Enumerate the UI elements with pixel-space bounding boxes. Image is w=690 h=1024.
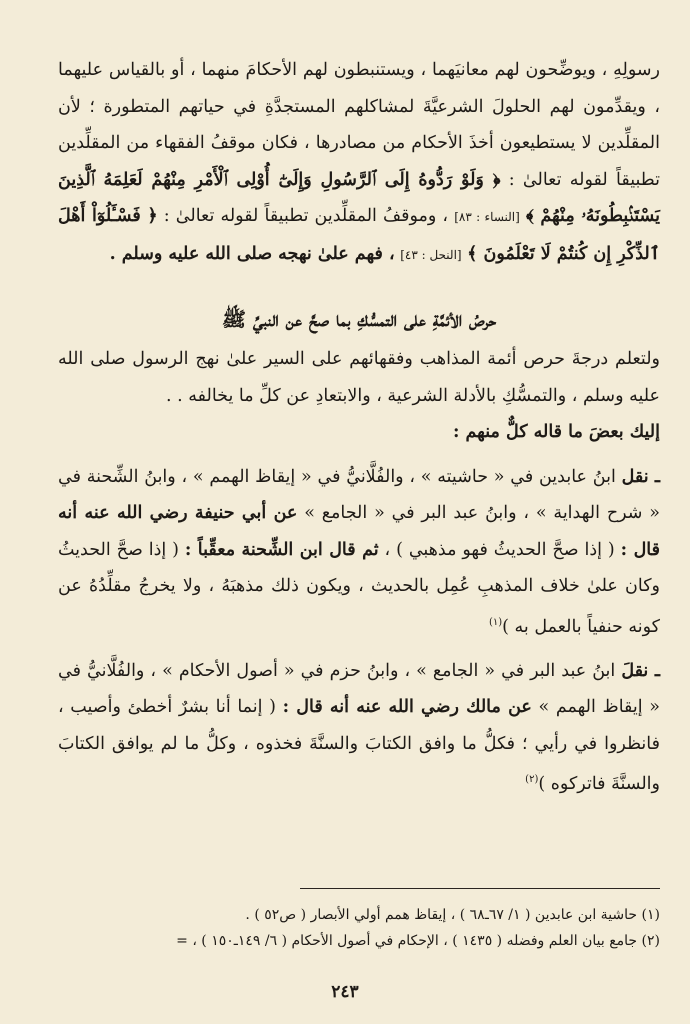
footnotes <box>58 902 660 954</box>
paragraph-imams-zeal: ولتعلم درجةَ حرص أئمة المذاهب وفقهائهم على السير علىٰ نهج الرسول صلى الله عليه وسلم ، والتمسُّكِ بالأدلة الشرعية ، والابتعادِ عن كلِّ ما يخالفه . . <box>58 349 660 406</box>
intro-text: رسولِهِ ، ويوضِّحون لهم معانيَهما ، ويستنبطون لهم الأحكامَ منهما ، أو بالقياس عليهما ، ويقدِّمون لهم الحلولَ الشرعيَّةَ لمشاكلهم المستجدَّةِ في حياتهم المتطورة ؛ لأن المقلِّدين لا يستطيعون أخذَ الأحكام من مصادرها ، فكان موقفُ الفقهاء من المقلِّدين تطبيقاً لقوله تعالىٰ : <box>58 60 660 190</box>
verse-reference-nahl: [النحل : ٤٣] <box>400 247 462 262</box>
intro-conclusion: ، فهم علىٰ نهجه صلى الله عليه وسلم . <box>109 243 395 264</box>
paragraph-malik <box>58 653 660 803</box>
quote-text: ( إذا صحَّ الحديثُ فهو مذهبي ) ، <box>384 539 615 560</box>
quote-text: ( إنما أنا بشرٌ أخطئ وأصيب ، فانظروا في رأيي ؛ فكلُّ ما وافق الكتابَ والسنَّةَ فخذوه ، وكلُّ ما لم يوافق الكتابَ والسنَّةَ فاتركوه ) <box>58 697 660 795</box>
footnote-text: جامع بيان العلم وفضله ( ١٤٣٥ ) ، الإحكام في أصول الأحكام ( ٦/ ١٤٩ـ١٥٠ ) ، = <box>176 933 638 949</box>
footnote-marker-2: (٢) <box>525 774 539 786</box>
quote-sources: ابنُ عابدين في « حاشيته » ، والفُلَّانيُّ في « إيقاظ الهمم » ، وابنُ الشِّحنة في « شرح الهداية » ، وابنُ عبد البر في « الجامع » <box>58 466 660 523</box>
quran-verse-nahl: ﴿ فَسْـَٔلُوٓاْ أَهْلَ ٱلذِّكْرِ إِن كُنتُمْ لَا تَعْلَمُونَ ﴾ <box>58 206 660 264</box>
footnote-number: (٢) <box>641 933 660 949</box>
footnote-divider <box>300 888 660 889</box>
footnote-marker-1: (١) <box>488 616 503 628</box>
intro-text-2: ، وموقفُ المقلِّدين تطبيقاً لقوله تعالىٰ : <box>163 206 449 226</box>
paragraph-list-intro: إليك بعضَ ما قاله كلٌّ منهم : <box>452 422 660 442</box>
quran-verse-nisa: ﴿ وَلَوْ رَدُّوهُ إِلَى ٱلرَّسُولِ وَإِلَىٰٓ أُوْلِى ٱلْأَمْرِ مِنْهُمْ لَعَلِمَهُ ٱلَّذِينَ يَسْتَنۢبِطُونَهُۥ مِنْهُمْ ﴾ <box>58 169 660 226</box>
page-number: ٢٤٣ <box>331 982 359 1002</box>
page-body <box>58 52 660 803</box>
footnote-text: حاشية ابن عابدين ( ١/ ٦٧ـ٦٨ ) ، إيقاظ همم أولي الأبصار ( ص٥٢ ) . <box>245 907 638 923</box>
section-heading: حرصُ الأئمَّةِ على التمسُّكِ بما صحَّ عن النبيِّ ﷺ <box>221 307 497 331</box>
footnote-number: (١) <box>641 907 660 923</box>
footnote-1 <box>58 902 660 928</box>
quote-lead: ـ نقلَ <box>621 660 660 681</box>
paragraph-intro <box>58 52 660 273</box>
quote-commentary: ( إذا صحَّ الحديثُ وكان علىٰ خلاف المذهبِ عُمِل بالحديث ، ويكون ذلك مذهبَهُ ، ولا يخرجُ مقلِّدُهُ عن كونه حنفياً بالعمل به ) <box>58 539 660 637</box>
quote-attribution: عن مالك رضي الله عنه أنه قال : <box>282 697 532 718</box>
paragraph-abu-hanifa <box>58 459 660 645</box>
verse-reference-nisa: [النساء : ٨٣] <box>454 210 520 224</box>
quote-commentary-lead: ثم قال ابن الشِّحنة معقِّباً : <box>184 539 379 560</box>
quote-lead: ـ نقل <box>621 466 660 487</box>
footnote-2 <box>58 928 660 954</box>
quote-sources: ابنُ عبد البر في « الجامع » ، وابنُ حزم في « أصول الأحكام » ، والفُلَّانيُّ في « إيقاظ الهمم » <box>58 660 660 718</box>
quote-attribution: عن أبي حنيفة رضي الله عنه أنه قال : <box>58 503 660 560</box>
